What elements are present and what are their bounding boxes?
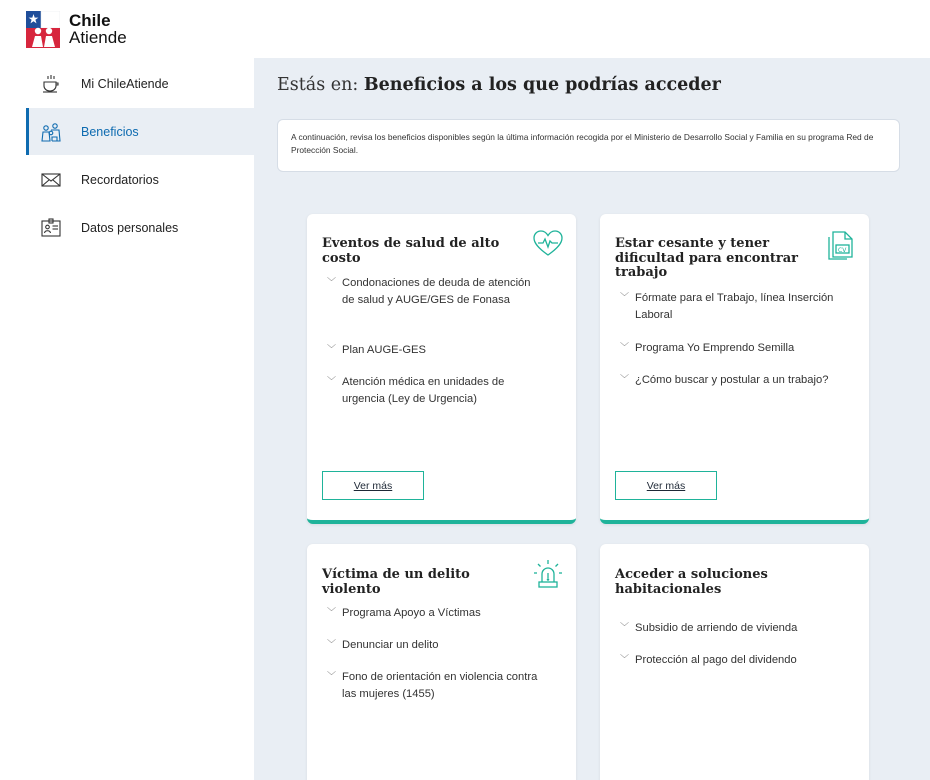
id-card-icon xyxy=(40,217,62,239)
card-title: Estar cesante y tener dificultad para encontrar trabajo xyxy=(615,236,799,280)
benefit-label: Plan AUGE-GES xyxy=(342,344,426,356)
sidebar-item-mi-chileatiende[interactable] xyxy=(26,60,254,107)
benefit-item[interactable] xyxy=(620,290,835,324)
chileatiende-logo-icon xyxy=(26,11,60,48)
alarm-siren-icon xyxy=(532,558,564,590)
chevron-down-icon: ﹀ xyxy=(327,376,337,386)
benefit-item[interactable] xyxy=(327,342,542,359)
benefit-item[interactable] xyxy=(327,669,542,703)
brand-line1: Chile xyxy=(69,11,111,30)
ver-mas-button[interactable]: Ver más xyxy=(615,471,717,500)
sidebar-item-label: Datos personales xyxy=(81,220,179,235)
main-content xyxy=(254,58,930,780)
benefit-label: Fono de orientación en violencia contra las mujeres (1455) xyxy=(342,671,538,700)
benefit-item[interactable] xyxy=(620,620,835,637)
ver-mas-button[interactable]: Ver más xyxy=(322,471,424,500)
sidebar xyxy=(0,58,254,780)
sidebar-item-beneficios[interactable] xyxy=(26,108,254,155)
sidebar-item-label: Mi ChileAtiende xyxy=(81,76,169,91)
benefit-card-salud xyxy=(307,214,576,524)
benefit-label: Programa Yo Emprendo Semilla xyxy=(635,342,795,354)
benefit-item[interactable] xyxy=(327,605,542,622)
benefit-label: Condonaciones de deuda de atención de salud y AUGE/GES de Fonasa xyxy=(342,277,531,306)
benefit-item[interactable] xyxy=(327,275,542,309)
benefit-label: Subsidio de arriendo de vivienda xyxy=(635,622,798,634)
cv-document-icon xyxy=(825,228,857,260)
benefit-label: Atención médica en unidades de urgencia (Ley de Urgencia) xyxy=(342,376,505,405)
benefit-card-cesante xyxy=(600,214,869,524)
heart-pulse-icon xyxy=(532,228,564,260)
benefit-item[interactable] xyxy=(620,652,835,669)
chevron-down-icon: ﹀ xyxy=(327,607,337,617)
svg-text:CV: CV xyxy=(838,247,847,254)
benefit-label: Fórmate para el Trabajo, línea Inserción Laboral xyxy=(635,292,834,321)
benefit-label: Denunciar un delito xyxy=(342,639,439,651)
sidebar-item-recordatorios[interactable] xyxy=(26,156,254,203)
card-title: Acceder a soluciones habitacionales xyxy=(615,567,768,597)
cup-icon xyxy=(40,73,62,95)
sidebar-item-label: Recordatorios xyxy=(81,172,159,187)
benefit-card-victima xyxy=(307,544,576,780)
chevron-down-icon: ﹀ xyxy=(327,639,337,649)
benefit-item[interactable] xyxy=(620,340,835,357)
sidebar-item-datos-personales[interactable] xyxy=(26,204,254,251)
chileatiende-logo[interactable] xyxy=(26,8,136,50)
chevron-down-icon: ﹀ xyxy=(620,654,630,664)
chevron-down-icon: ﹀ xyxy=(327,344,337,354)
chevron-down-icon: ﹀ xyxy=(620,622,630,632)
benefit-label: ¿Cómo buscar y postular a un trabajo? xyxy=(635,374,829,386)
info-text: A continuación, revisa los beneficios disponibles según la última información recogida por el Ministerio de Desarrollo Social y Familia en su programa Red de Protección Social. xyxy=(291,132,874,155)
benefit-card-vivienda xyxy=(600,544,869,780)
chevron-down-icon: ﹀ xyxy=(327,671,337,681)
benefit-item[interactable] xyxy=(327,374,542,408)
card-title: Víctima de un delito violento xyxy=(322,567,470,597)
envelope-icon xyxy=(40,169,62,191)
chevron-down-icon: ﹀ xyxy=(620,342,630,352)
chevron-down-icon: ﹀ xyxy=(620,374,630,384)
breadcrumb-prefix: Estás en: xyxy=(277,75,359,95)
info-box xyxy=(277,119,900,172)
chevron-down-icon: ﹀ xyxy=(620,292,630,302)
chevron-down-icon: ﹀ xyxy=(327,277,337,287)
card-title: Eventos de salud de alto costo xyxy=(322,236,500,266)
page-title: Beneficios a los que podrías acceder xyxy=(363,75,721,95)
benefit-item[interactable] xyxy=(327,637,542,654)
breadcrumb xyxy=(277,75,721,95)
benefit-label: Programa Apoyo a Víctimas xyxy=(342,607,481,619)
brand-line2: Atiende xyxy=(69,28,127,47)
family-icon xyxy=(40,121,62,143)
benefit-label: Protección al pago del dividendo xyxy=(635,654,797,666)
sidebar-item-label: Beneficios xyxy=(81,124,139,139)
benefit-item[interactable] xyxy=(620,372,835,389)
